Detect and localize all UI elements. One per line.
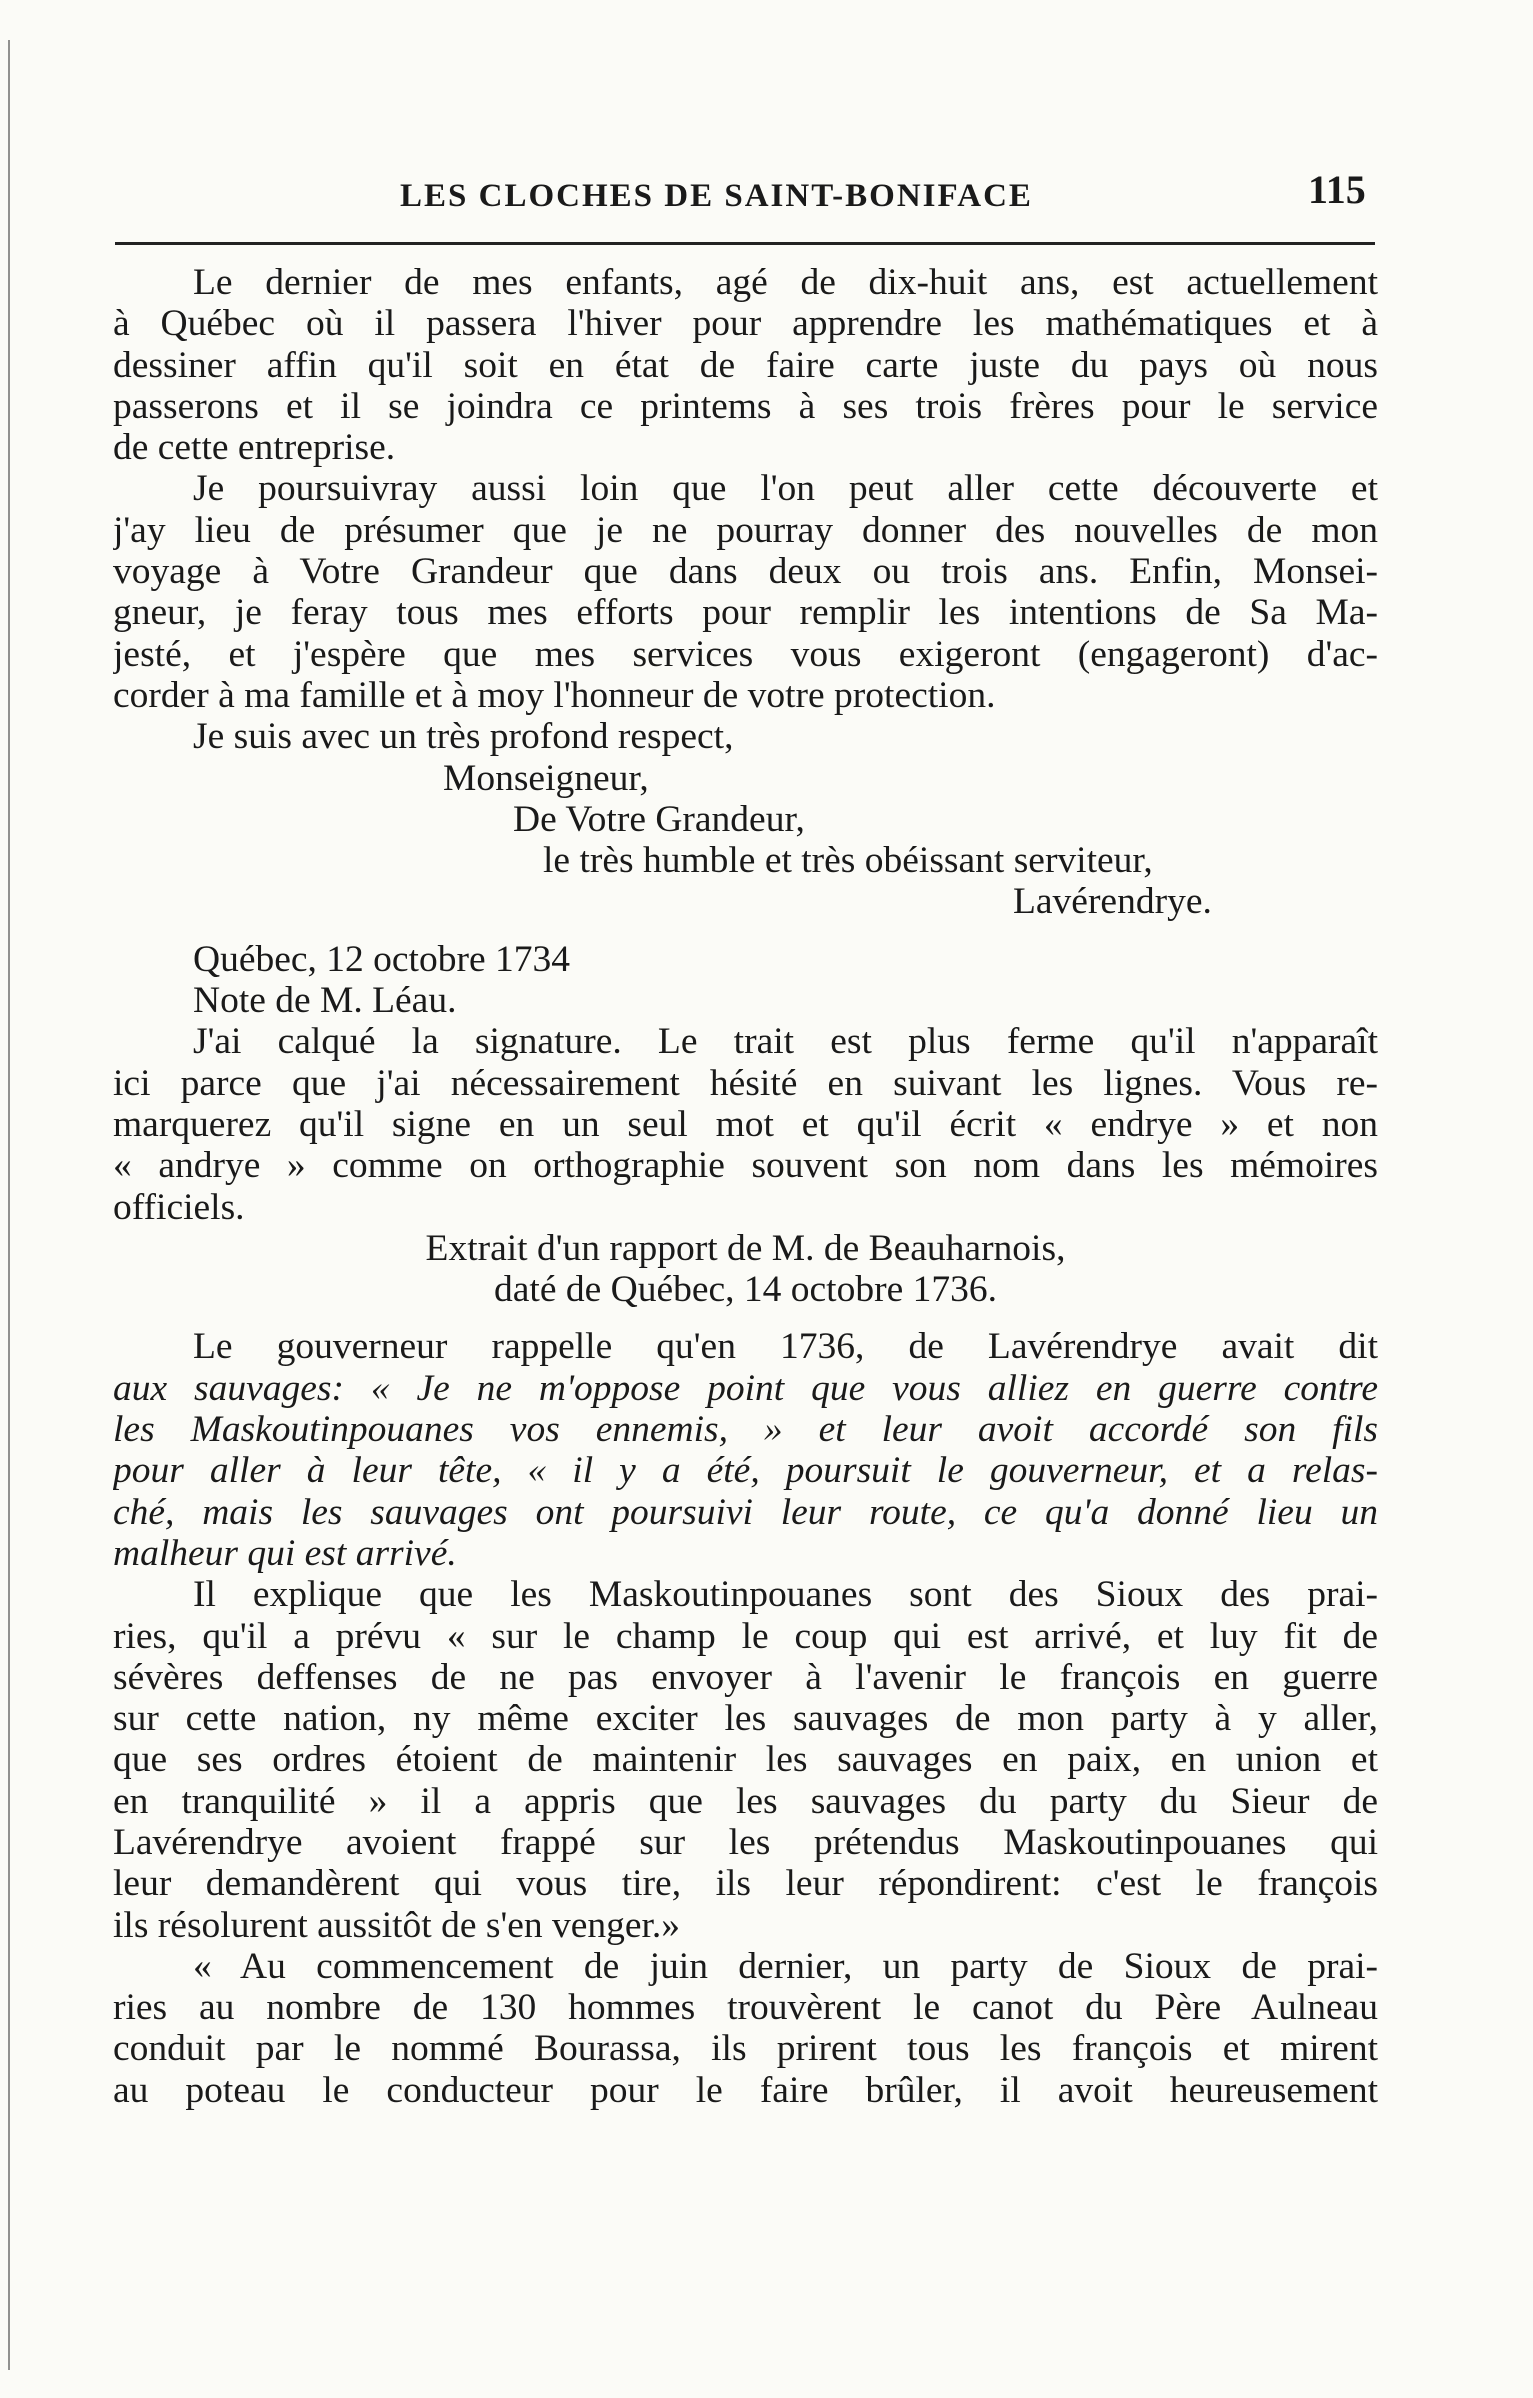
text-line: que ses ordres étoient de maintenir les sauvages en paix, en union et — [113, 1739, 1378, 1781]
text-line: ici parce que j'ai nécessairement hésité en suivant les lignes. Vous re- — [113, 1062, 1378, 1104]
text-line: dessiner affin qu'il soit en état de faire carte juste du pays où nous — [113, 344, 1378, 386]
text-line: ries au nombre de 130 hommes trouvèrent le canot du Père Aulneau — [113, 1987, 1378, 2029]
text-line: de cette entreprise. — [113, 427, 396, 469]
text-line: J'ai calqué la signature. Le trait est plus ferme qu'il n'apparaît — [193, 1021, 1378, 1063]
text-line: voyage à Votre Grandeur que dans deux ou trois ans. Enfin, Monsei- — [113, 551, 1378, 593]
text-line: passerons et il se joindra ce printems à ses trois frères pour le service — [113, 385, 1378, 427]
text-line: le très humble et très obéissant serviteur, — [543, 840, 1153, 882]
text-line: sur cette nation, ny même exciter les sauvages de mon party à y aller, — [113, 1698, 1378, 1740]
text-line: aux sauvages: « Je ne m'oppose point que vous alliez en guerre contre — [113, 1367, 1378, 1409]
text-line: Note de M. Léau. — [193, 980, 457, 1022]
text-line: à Québec où il passera l'hiver pour apprendre les mathématiques et à — [113, 303, 1378, 345]
text-line: sévères deffenses de ne pas envoyer à l'avenir le françois en guerre — [113, 1656, 1378, 1698]
text-line: Je poursuivray aussi loin que l'on peut aller cette découverte et — [193, 468, 1378, 510]
text-line: au poteau le conducteur pour le faire brûler, il avoit heureusement — [113, 2069, 1378, 2111]
text-line: conduit par le nommé Bourassa, ils prirent tous les françois et mirent — [113, 2028, 1378, 2070]
text-line: Je suis avec un très profond respect, — [193, 716, 734, 758]
text-line: « Au commencement de juin dernier, un party de Sioux de prai- — [193, 1945, 1378, 1987]
page-number: 115 — [1308, 167, 1366, 212]
text-line: daté de Québec, 14 octobre 1736. — [494, 1269, 997, 1311]
text-line: Le dernier de mes enfants, agé de dix-huit ans, est actuellement — [193, 262, 1378, 303]
text-line: les Maskoutinpouanes vos ennemis, » et leur avoit accordé son fils — [113, 1409, 1378, 1451]
text-line: ries, qu'il a prévu « sur le champ le coup qui est arrivé, et luy fit de — [113, 1615, 1378, 1657]
text-line: malheur qui est arrivé. — [113, 1532, 457, 1574]
text-line: officiels. — [113, 1186, 245, 1228]
spacer — [113, 1310, 1378, 1326]
text-line: Lavérendrye avoient frappé sur les prétendus Maskoutinpouanes qui — [113, 1821, 1378, 1863]
running-title: LES CLOCHES DE SAINT-BONIFACE — [400, 178, 1033, 214]
spacer — [113, 923, 1378, 939]
header-rule — [115, 242, 1375, 245]
text-line: Extrait d'un rapport de M. de Beauharnois, — [425, 1227, 1066, 1269]
text-line: leur demandèrent qui vous tire, ils leur répondirent: c'est le françois — [113, 1863, 1378, 1905]
text-line: pour aller à leur tête, « il y a été, poursuit le gouverneur, et a relas- — [113, 1450, 1378, 1492]
text-line: j'ay lieu de présumer que je ne pourray donner des nouvelles de mon — [113, 509, 1378, 551]
text-line: gneur, je feray tous mes efforts pour remplir les intentions de Sa Ma- — [113, 592, 1378, 634]
text-line: De Votre Grandeur, — [513, 798, 805, 840]
page-body — [113, 262, 1378, 2111]
text-line: marquerez qu'il signe en un seul mot et qu'il écrit « endrye » et non — [113, 1103, 1378, 1145]
text-line: Monseigneur, — [443, 757, 649, 799]
page-edge — [8, 40, 10, 2370]
text-line: Lavérendrye. — [1013, 881, 1212, 923]
text-line: ché, mais les sauvages ont poursuivi leur route, ce qu'a donné lieu un — [113, 1491, 1378, 1533]
text-line: en tranquilité » il a appris que les sauvages du party du Sieur de — [113, 1780, 1378, 1822]
text-line: Le gouverneur rappelle qu'en 1736, de Lavérendrye avait dit — [193, 1326, 1378, 1368]
text-line: jesté, et j'espère que mes services vous exigeront (engageront) d'ac- — [113, 633, 1378, 675]
text-line: corder à ma famille et à moy l'honneur de votre protection. — [113, 674, 996, 716]
text-line: « andrye » comme on orthographie souvent son nom dans les mémoires — [113, 1145, 1378, 1187]
text-line: Québec, 12 octobre 1734 — [193, 938, 570, 980]
text-line: Il explique que les Maskoutinpouanes sont des Sioux des prai- — [193, 1574, 1378, 1616]
text-line: ils résolurent aussitôt de s'en venger.» — [113, 1904, 681, 1946]
